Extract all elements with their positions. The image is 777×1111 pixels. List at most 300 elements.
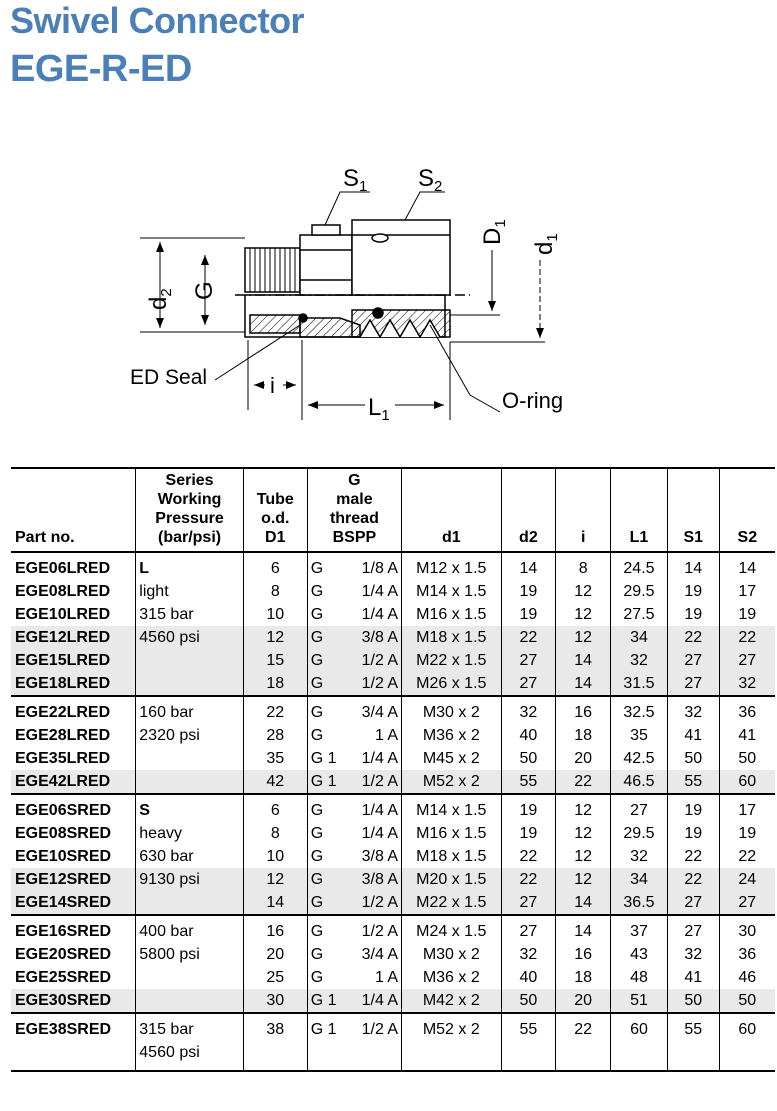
series-text: 4560 psi [139,629,200,646]
cell-i: 8 [556,552,611,580]
cell-series [136,943,244,966]
cell-S1: 32 [667,696,719,724]
cell-d1: M16 x 1.5 [402,603,501,626]
cell-S1: 27 [667,649,719,672]
cell-S1: 19 [667,822,719,845]
cell-g-thread [307,696,401,724]
label-s2: $S_2$ [418,165,443,195]
g-size: 1/4 A [361,802,399,819]
cell-tube-od: 30 [243,989,307,1013]
series-text-2: 4560 psi [139,1044,200,1061]
cell-d1: M52 x 2 [402,770,501,794]
cell-series [136,552,244,580]
cell-i: 22 [556,770,611,794]
cell-i: 14 [556,891,611,915]
g-size: 1/4 A [361,750,399,767]
cell-g-thread [307,915,401,943]
cell-i: 14 [556,672,611,696]
cell-d2: 32 [501,696,556,724]
table-row [11,966,775,989]
cell-series [136,868,244,891]
cell-series [136,724,244,747]
g-size: 1/2 A [361,1021,399,1038]
header-g-thread: G male thread BSPP [307,468,401,552]
cell-d2: 19 [501,822,556,845]
cell-tube-od: 38 [243,1013,307,1071]
cell-g-thread [307,794,401,822]
cell-g-thread [307,649,401,672]
cell-series [136,1013,244,1071]
g-size: 1/2 A [361,773,399,790]
cell-d2: 22 [501,845,556,868]
cell-series [136,603,244,626]
cell-g-thread [307,672,401,696]
cell-L1: 32 [611,845,668,868]
table-row [11,649,775,672]
header-S1: S1 [667,468,719,552]
cell-series [136,845,244,868]
cell-d2: 19 [501,580,556,603]
table-row [11,603,775,626]
cell-i: 12 [556,822,611,845]
cell-g-thread [307,603,401,626]
cell-S1: 19 [667,580,719,603]
cell-g-thread [307,891,401,915]
cell-tube-od: 25 [243,966,307,989]
cell-S2: 50 [719,989,775,1013]
g-size: 1/4 A [361,583,399,600]
g-size: 1/2 A [361,652,399,669]
cell-part-no: EGE25SRED [15,969,112,986]
cell-series [136,580,244,603]
cell-series [136,822,244,845]
cell-part-no: EGE08LRED [15,583,111,600]
cell-S1: 50 [667,989,719,1013]
g-prefix: G 1 [310,1021,337,1038]
cell-part-no: EGE20SRED [15,946,112,963]
cell-d2: 19 [501,603,556,626]
g-prefix: G [310,606,324,623]
g-prefix: G [310,969,324,986]
cell-i: 12 [556,794,611,822]
cell-d1: M20 x 1.5 [402,868,501,891]
g-size: 1 A [374,969,399,986]
cell-L1: 42.5 [611,747,668,770]
cell-series [136,672,244,696]
series-text: 315 bar [139,1021,194,1038]
g-size: 3/8 A [361,629,399,646]
cell-tube-od: 8 [243,822,307,845]
cell-L1: 32.5 [611,696,668,724]
label-D1: $D_1$ [479,219,509,245]
cell-part-no: EGE06SRED [11,794,136,822]
g-prefix: G [310,923,324,940]
cell-d2: 27 [501,672,556,696]
cell-series [136,989,244,1013]
cell-g-thread [307,580,401,603]
cell-part-no: EGE42LRED [11,770,136,794]
cell-tube-od: 42 [243,770,307,794]
header-part-no: Part no. [11,468,136,552]
g-prefix: G 1 [310,992,337,1009]
g-prefix: G [310,675,324,692]
cell-d1: M42 x 2 [402,989,501,1013]
cell-tube-od: 18 [243,672,307,696]
cell-L1: 34 [611,868,668,891]
table-row [11,747,775,770]
cell-part-no: EGE35LRED [15,750,111,767]
cell-i: 16 [556,696,611,724]
header-L1: L1 [611,468,668,552]
cell-g-thread [307,966,401,989]
cell-S2: 36 [719,696,775,724]
cell-L1: 34 [611,626,668,649]
cell-part-no: EGE28LRED [15,727,111,744]
table-header-row [11,468,775,552]
cell-S2: 46 [719,966,775,989]
header-d1: d1 [402,468,501,552]
header-d2: d2 [501,468,556,552]
table-row [11,580,775,603]
cell-L1: 27.5 [611,603,668,626]
cell-d1: M24 x 1.5 [402,915,501,943]
cell-g-thread [307,626,401,649]
cell-tube-od: 12 [243,626,307,649]
cell-series [136,966,244,989]
cell-part-no: EGE12SRED [11,868,136,891]
cell-d2: 55 [501,770,556,794]
cell-series [136,696,244,724]
cell-part-no: EGE10SRED [15,848,112,865]
cell-i: 12 [556,868,611,891]
series-text: 9130 psi [139,871,200,888]
cell-S2: 27 [719,891,775,915]
cell-L1: 37 [611,915,668,943]
table-row [11,626,775,649]
table-row [11,672,775,696]
cell-d2: 40 [501,966,556,989]
cell-g-thread [307,822,401,845]
cell-S2: 17 [719,580,775,603]
g-size: 1/2 A [361,923,399,940]
cell-tube-od: 6 [243,794,307,822]
cell-S1: 27 [667,672,719,696]
cell-tube-od: 35 [243,747,307,770]
g-prefix: G [310,894,324,911]
cell-L1: 32 [611,649,668,672]
cell-part-no: EGE10LRED [15,606,111,623]
cell-part-no: EGE15LRED [11,649,136,672]
cell-tube-od: 10 [243,603,307,626]
header-series: Series Working Pressure (bar/psi) [136,468,244,552]
g-size: 1/2 A [361,894,399,911]
page-title: Swivel Connector [10,0,305,41]
g-prefix: G [310,583,324,600]
cell-S2: 22 [719,626,775,649]
cell-S2: 60 [719,1013,775,1071]
cell-S1: 55 [667,770,719,794]
table-row [11,943,775,966]
cell-d1: M30 x 2 [402,696,501,724]
cell-S2: 17 [719,794,775,822]
g-size: 1/4 A [361,606,399,623]
cell-S1: 22 [667,626,719,649]
table-row [11,891,775,915]
cell-series [136,649,244,672]
g-size: 3/4 A [361,704,399,721]
spec-table-body [11,552,775,1071]
cell-g-thread [307,868,401,891]
cell-S1: 50 [667,747,719,770]
cell-series [136,747,244,770]
spec-table [11,467,775,1072]
g-prefix: G 1 [310,773,337,790]
cell-S2: 30 [719,915,775,943]
cell-series [136,915,244,943]
cell-d1: M18 x 1.5 [402,845,501,868]
cell-d1: M30 x 2 [402,943,501,966]
g-size: 3/8 A [361,871,399,888]
cell-i: 12 [556,626,611,649]
cell-tube-od: 8 [243,580,307,603]
cell-S1: 22 [667,845,719,868]
cell-g-thread [307,747,401,770]
cell-S1: 41 [667,724,719,747]
cell-d1: M52 x 2 [402,1013,501,1071]
cell-d1: M26 x 1.5 [402,672,501,696]
cell-S2: 41 [719,724,775,747]
cell-d2: 22 [501,626,556,649]
cell-S1: 14 [667,552,719,580]
cell-part-no: EGE16SRED [11,915,136,943]
cell-part-no: EGE22LRED [11,696,136,724]
table-row [11,915,775,943]
g-prefix: G [310,727,324,744]
cell-g-thread [307,770,401,794]
label-s1: $S_1$ [343,165,368,195]
cell-S2: 19 [719,822,775,845]
cell-d1: M18 x 1.5 [402,626,501,649]
table-row [11,794,775,822]
series-text: S [139,802,150,819]
cell-part-no: EGE38SRED [11,1013,136,1071]
cell-part-no: EGE14SRED [11,891,136,915]
cell-L1: 29.5 [611,822,668,845]
cell-L1: 48 [611,966,668,989]
cell-i: 22 [556,1013,611,1071]
cell-part-no: EGE30SRED [11,989,136,1013]
cell-part-no: EGE08SRED [15,825,112,842]
cell-S1: 19 [667,603,719,626]
cell-d2: 27 [501,891,556,915]
cell-g-thread [307,943,401,966]
cell-S2: 19 [719,603,775,626]
cell-L1: 46.5 [611,770,668,794]
g-prefix: G [310,802,324,819]
cell-i: 12 [556,845,611,868]
cell-L1: 31.5 [611,672,668,696]
series-text: 160 bar [139,704,194,721]
cell-g-thread [307,845,401,868]
series-text: 315 bar [139,606,194,623]
label-ed-seal: ED Seal [130,366,208,389]
cell-L1: 36.5 [611,891,668,915]
cell-S2: 60 [719,770,775,794]
cell-d2: 32 [501,943,556,966]
g-prefix: G 1 [310,750,337,767]
cell-i: 14 [556,649,611,672]
cell-i: 18 [556,724,611,747]
cell-tube-od: 12 [243,868,307,891]
cell-S2: 24 [719,868,775,891]
label-L1: $L_1$ [368,394,390,424]
cell-i: 18 [556,966,611,989]
cell-d1: M36 x 2 [402,966,501,989]
g-prefix: G [310,704,324,721]
cell-series [136,891,244,915]
cell-d1: M12 x 1.5 [402,552,501,580]
cell-d2: 19 [501,794,556,822]
series-text: light [139,583,169,600]
cell-d2: 55 [501,1013,556,1071]
g-prefix: G [310,652,324,669]
cell-g-thread [307,552,401,580]
cell-d2: 14 [501,552,556,580]
cell-i: 12 [556,580,611,603]
cell-S2: 22 [719,845,775,868]
cell-L1: 51 [611,989,668,1013]
cell-S1: 19 [667,794,719,822]
series-text: 630 bar [139,848,194,865]
cell-S2: 27 [719,649,775,672]
g-size: 3/8 A [361,848,399,865]
cell-S1: 22 [667,868,719,891]
cell-tube-od: 16 [243,915,307,943]
cell-d2: 27 [501,915,556,943]
header-i: i [556,468,611,552]
table-row [11,552,775,580]
g-size: 1/4 A [361,825,399,842]
cell-L1: 43 [611,943,668,966]
cell-g-thread [307,724,401,747]
cell-tube-od: 10 [243,845,307,868]
product-code-title: EGE-R-ED [10,48,192,90]
series-text: heavy [139,825,182,842]
label-d1: $d_1$ [531,233,561,255]
cell-g-thread [307,989,401,1013]
g-size: 1 A [374,727,399,744]
cell-S2: 14 [719,552,775,580]
header-S2: S2 [719,468,775,552]
cell-L1: 29.5 [611,580,668,603]
cell-S2: 50 [719,747,775,770]
header-tube: Tube o.d. D1 [243,468,307,552]
series-text: L [139,560,150,577]
table-row [11,822,775,845]
label-d2: $d_2$ [145,288,175,310]
cell-i: 12 [556,603,611,626]
cell-L1: 60 [611,1013,668,1071]
cell-i: 20 [556,747,611,770]
g-prefix: G [310,848,324,865]
g-size: 1/8 A [361,560,399,577]
cell-S1: 27 [667,891,719,915]
cell-L1: 35 [611,724,668,747]
g-size: 3/4 A [361,946,399,963]
cell-i: 20 [556,989,611,1013]
cell-tube-od: 28 [243,724,307,747]
cell-part-no: EGE18LRED [11,672,136,696]
series-text: 5800 psi [139,946,200,963]
cell-S2: 32 [719,672,775,696]
cell-S1: 32 [667,943,719,966]
g-size: 1/4 A [361,992,399,1009]
cell-d1: M16 x 1.5 [402,822,501,845]
connector-drawing [0,150,777,440]
cell-tube-od: 22 [243,696,307,724]
table-row [11,1013,775,1071]
cell-d1: M14 x 1.5 [402,794,501,822]
label-i: i [270,373,275,398]
cell-tube-od: 6 [243,552,307,580]
cell-d1: M45 x 2 [402,747,501,770]
cell-S1: 27 [667,915,719,943]
g-prefix: G [310,629,324,646]
cell-d2: 50 [501,989,556,1013]
cell-d2: 22 [501,868,556,891]
cell-d2: 50 [501,747,556,770]
table-row [11,845,775,868]
cell-series [136,770,244,794]
g-prefix: G [310,560,324,577]
g-prefix: G [310,946,324,963]
table-row [11,989,775,1013]
cell-g-thread [307,1013,401,1071]
table-row [11,868,775,891]
cell-d2: 27 [501,649,556,672]
series-text: 2320 psi [139,727,200,744]
cell-S2: 36 [719,943,775,966]
g-prefix: G [310,825,324,842]
g-prefix: G [310,871,324,888]
cell-part-no: EGE12LRED [11,626,136,649]
cell-i: 16 [556,943,611,966]
cell-d1: M22 x 1.5 [402,891,501,915]
cell-series [136,626,244,649]
cell-series [136,794,244,822]
cell-d2: 40 [501,724,556,747]
cell-S1: 41 [667,966,719,989]
label-G: G [191,281,218,300]
cell-L1: 27 [611,794,668,822]
table-row [11,724,775,747]
label-oring: O-ring [502,388,564,413]
table-row [11,696,775,724]
cell-L1: 24.5 [611,552,668,580]
cell-tube-od: 15 [243,649,307,672]
cell-d1: M36 x 2 [402,724,501,747]
cell-S1: 55 [667,1013,719,1071]
cell-part-no: EGE06LRED [11,552,136,580]
table-row [11,770,775,794]
cell-d1: M22 x 1.5 [402,649,501,672]
g-size: 1/2 A [361,675,399,692]
cell-tube-od: 20 [243,943,307,966]
cell-d1: M14 x 1.5 [402,580,501,603]
male-thread-body [235,220,470,337]
cell-tube-od: 14 [243,891,307,915]
series-text: 400 bar [139,923,194,940]
